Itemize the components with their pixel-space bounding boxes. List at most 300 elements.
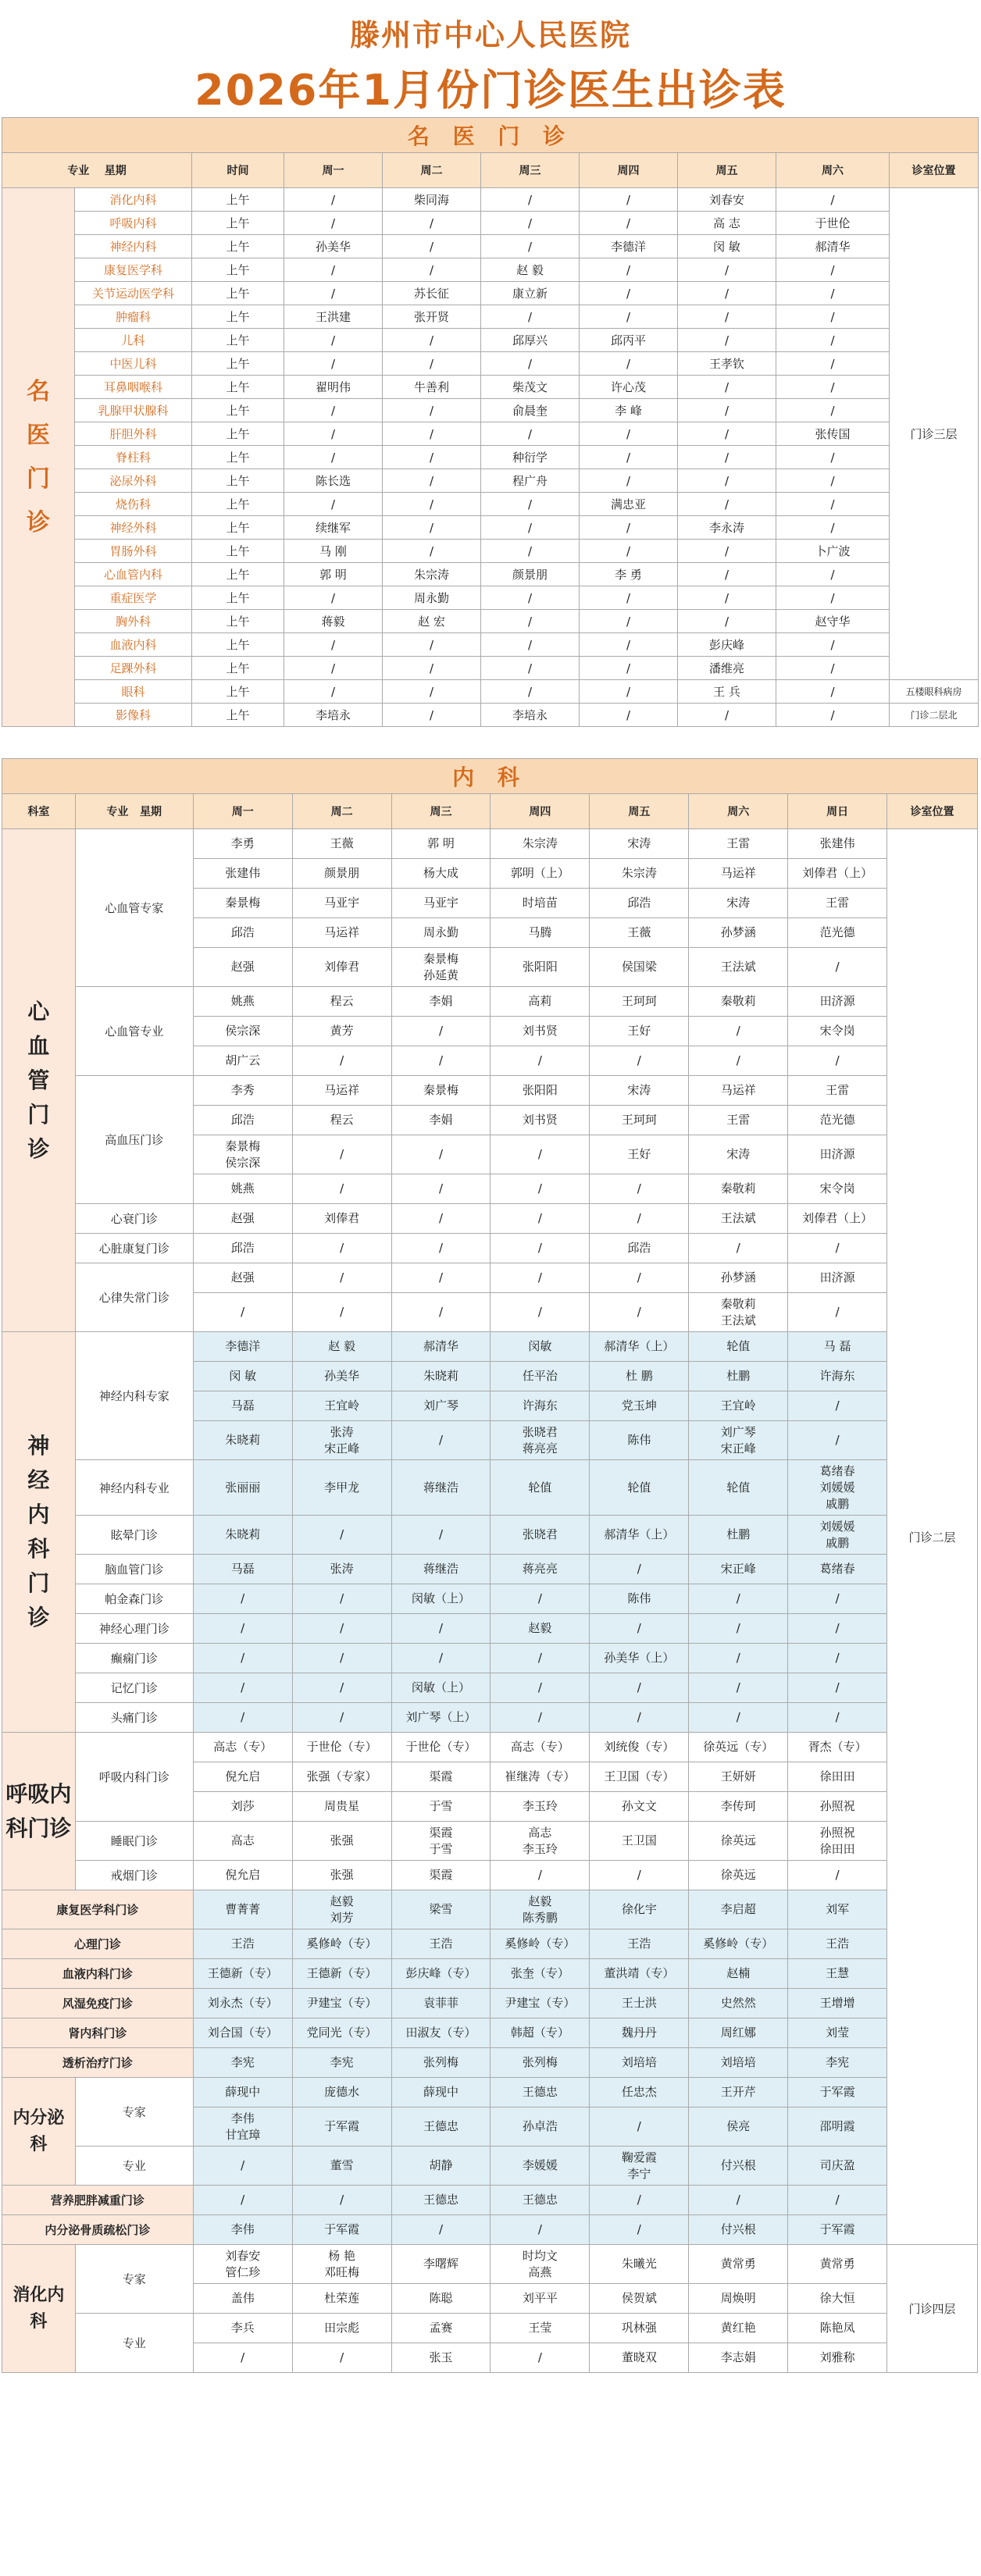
doctor-cell: 王德忠 [391,2107,490,2147]
dept-name: 心血管内科 [75,563,192,586]
doctor-cell: 韩超（专） [490,2018,590,2048]
doctor-cell: 闵敏 [490,1332,590,1362]
clinic-name: 风湿免疫门诊 [2,1989,194,2018]
doctor-cell: / [292,1135,391,1174]
doctor-cell: / [481,516,580,540]
doctor-cell: 李勇 [193,829,292,859]
schedule-row [2,1733,978,1762]
doctor-cell: / [580,258,678,282]
header-room: 诊室位置 [887,794,978,829]
doctor-cell: 王卫国 [590,1822,689,1861]
section-band-internal: 内 科 [2,759,978,794]
doctor-cell: / [383,329,481,352]
page-header [0,0,981,117]
doctor-cell: 时培苗 [490,889,590,918]
doctor-cell: 黄常勇 [788,2245,887,2284]
doctor-cell: 李秀 [193,1076,292,1106]
doctor-cell: / [383,516,481,540]
doctor-cell: 马 刚 [284,540,383,563]
doctor-cell: 杜鹏 [689,1362,788,1391]
clinic-name: 康复医学科门诊 [2,1890,194,1929]
doctor-cell: / [391,1017,490,1046]
doctor-cell: 倪允启 [193,1861,292,1890]
doctor-cell: 高志 [193,1822,292,1861]
schedule-row [2,282,979,305]
doctor-cell: 蒋毅 [284,610,383,633]
time-cell: 上午 [192,399,284,422]
doctor-cell: 宋涛 [590,1076,689,1106]
sub-specialty: 神经心理门诊 [75,1614,193,1644]
doctor-cell: 闵敏（上） [391,1584,490,1614]
doctor-cell: / [788,2186,887,2215]
doctor-cell: / [590,1174,689,1204]
table-header-row [2,153,979,188]
time-cell: 上午 [192,446,284,469]
doctor-cell: 闵 敏 [678,235,776,258]
doctor-cell: 邱丙平 [580,329,678,352]
time-cell: 上午 [192,305,284,329]
doctor-cell: 田淑友（专） [391,2018,490,2048]
doctor-cell: 刘莎 [193,1792,292,1822]
clinic-name: 营养肥胖减重门诊 [2,2186,194,2215]
doctor-cell: / [391,1174,490,1204]
doctor-cell: 王珂珂 [590,987,689,1017]
schedule-row [2,422,979,446]
doctor-cell: / [580,657,678,680]
doctor-cell: / [788,1644,887,1673]
doctor-cell: / [590,1614,689,1644]
doctor-cell: 高志（专） [193,1733,292,1762]
doctor-cell: 侯贺斌 [590,2284,689,2314]
schedule-row [2,2186,978,2215]
doctor-cell: 李培永 [284,704,383,727]
doctor-cell: 黄芳 [292,1017,391,1046]
doctor-cell: 高志（专） [490,1733,590,1762]
time-cell: 上午 [192,493,284,516]
doctor-cell: 刘俸君（上） [788,1204,887,1234]
doctor-cell: 王宜岭 [689,1391,788,1421]
doctor-cell: / [383,258,481,282]
room-eye: 五楼眼科病房 [890,680,979,704]
doctor-cell: 宋正峰 [689,1555,788,1584]
doctor-cell: / [383,446,481,469]
doctor-cell: 曹菁菁 [193,1890,292,1929]
doctor-cell: 翟明伟 [284,376,383,399]
doctor-cell: / [391,1614,490,1644]
doctor-cell: / [776,680,890,704]
doctor-cell: 马 磊 [788,1332,887,1362]
doctor-cell: / [481,657,580,680]
schedule-row [2,586,979,610]
sub-specialty: 神经内科专家 [75,1332,193,1460]
doctor-cell: / [292,1673,391,1703]
doctor-cell: 李伟 [193,2215,292,2245]
doctor-cell: 徐大恒 [788,2284,887,2314]
doctor-cell: 程云 [292,987,391,1017]
doctor-cell: 刘广琴（上） [391,1703,490,1733]
schedule-row [2,1929,978,1959]
gi-prof-label: 专业 [75,2314,193,2373]
doctor-cell: / [678,493,776,516]
doctor-cell: 刘培培 [590,2048,689,2078]
doctor-cell: 张晓君 [490,1516,590,1555]
doctor-cell: 周永勤 [383,586,481,610]
doctor-cell: / [689,1234,788,1263]
schedule-row [2,657,979,680]
doctor-cell: / [391,1516,490,1555]
doctor-cell: 李 峰 [580,399,678,422]
schedule-row [2,516,979,540]
doctor-cell: 于军霞 [788,2078,887,2107]
doctor-cell: / [590,1861,689,1890]
doctor-cell: 王雷 [689,1106,788,1135]
schedule-row [2,2048,978,2078]
sub-specialty: 眩晕门诊 [75,1516,193,1555]
doctor-cell: / [481,212,580,235]
doctor-cell: 张阳阳 [490,1076,590,1106]
doctor-cell: 蒋继浩 [391,1555,490,1584]
time-cell: 上午 [192,235,284,258]
doctor-cell: / [481,610,580,633]
section-band-famous: 名 医 门 诊 [2,118,979,153]
dept-name: 胸外科 [75,610,192,633]
doctor-cell: / [383,704,481,727]
schedule-row [2,1861,978,1890]
doctor-cell: / [788,1421,887,1460]
room-main: 门诊三层 [890,188,979,680]
schedule-row [2,1989,978,2018]
doctor-cell: 杨 艳 邓旺梅 [292,2245,391,2284]
doctor-cell: 王增增 [788,1989,887,2018]
doctor-cell: 时均文 高燕 [490,2245,590,2284]
doctor-cell: 周贵星 [292,1792,391,1822]
doctor-cell: 王好 [590,1135,689,1174]
doctor-cell: 李启超 [689,1890,788,1929]
doctor-cell: / [481,493,580,516]
doctor-cell: / [580,586,678,610]
doctor-cell: / [490,1584,590,1614]
doctor-cell: 范光德 [788,1106,887,1135]
doctor-cell: 奚修岭（专） [490,1929,590,1959]
internal-medicine-table [2,758,978,2373]
header-day: 周五 [590,794,689,829]
doctor-cell: 尹建宝（专） [490,1989,590,2018]
doctor-cell: 渠霞 [391,1861,490,1890]
doctor-cell: / [590,2215,689,2245]
doctor-cell: 鞠爱霞 李宁 [590,2147,689,2186]
sub-specialty: 神经内科专业 [75,1460,193,1516]
doctor-cell: 郝清华（上） [590,1516,689,1555]
doctor-cell: 赵 毅 [481,258,580,282]
schedule-row [2,2245,978,2284]
doctor-cell: 李娟 [391,987,490,1017]
doctor-cell: 王浩 [788,1929,887,1959]
table-header-row [2,794,978,829]
doctor-cell: / [284,586,383,610]
doctor-cell: / [776,704,890,727]
doctor-cell: 崔继涛（专） [490,1762,590,1792]
doctor-cell: 刘俸君 [292,948,391,987]
doctor-cell: / [292,1516,391,1555]
doctor-cell: 胡静 [391,2147,490,2186]
time-cell: 上午 [192,329,284,352]
doctor-cell: 高志 李玉玲 [490,1822,590,1861]
doctor-cell: 赵守华 [776,610,890,633]
doctor-cell: 姚燕 [193,987,292,1017]
doctor-cell: 张玉 [391,2343,490,2373]
doctor-cell: 王德忠 [490,2186,590,2215]
doctor-cell: / [490,1046,590,1076]
header-day: 周五 [678,153,776,188]
time-cell: 上午 [192,282,284,305]
doctor-cell: / [788,1391,887,1421]
doctor-cell: / [284,422,383,446]
doctor-cell: 薛现中 [193,2078,292,2107]
room-imaging: 门诊二层北 [890,704,979,727]
doctor-cell: 于军霞 [292,2107,391,2147]
doctor-cell: 侯亮 [689,2107,788,2147]
doctor-cell: 于军霞 [788,2215,887,2245]
doctor-cell: 马亚宇 [292,889,391,918]
doctor-cell: 徐英远 [689,1822,788,1861]
schedule-row [2,1703,978,1733]
schedule-row [2,2018,978,2048]
header-day: 周一 [193,794,292,829]
time-cell: 上午 [192,540,284,563]
time-cell: 上午 [192,704,284,727]
doctor-cell: 马磊 [193,1391,292,1421]
doctor-cell: 陈长选 [284,469,383,493]
doctor-cell: / [193,1673,292,1703]
doctor-cell: 于雪 [391,1792,490,1822]
doctor-cell: 范光德 [788,918,887,948]
doctor-cell: 轮值 [490,1460,590,1516]
dept-name: 胃肠外科 [75,540,192,563]
doctor-cell: / [490,1174,590,1204]
header-day: 周二 [383,153,481,188]
doctor-cell: 魏丹丹 [590,2018,689,2048]
header-time: 时间 [192,153,284,188]
doctor-cell: 徐英远（专） [689,1733,788,1762]
schedule-row [2,680,979,704]
doctor-cell: 王薇 [590,918,689,948]
doctor-cell: / [481,188,580,212]
doctor-cell: 王薇 [292,829,391,859]
doctor-cell: 党同光（专） [292,2018,391,2048]
doctor-cell: / [776,305,890,329]
doctor-cell: 王莹 [490,2314,590,2343]
doctor-cell: 赵毅 [490,1614,590,1644]
doctor-cell: 王开芹 [689,2078,788,2107]
schedule-row [2,1673,978,1703]
doctor-cell: 颜景朋 [481,563,580,586]
doctor-cell: / [193,1614,292,1644]
schedule-row [2,633,979,657]
doctor-cell: 刘俸君 [292,1204,391,1234]
schedule-row [2,235,979,258]
doctor-cell: 王妍妍 [689,1762,788,1792]
doctor-cell: 张强 [292,1861,391,1890]
doctor-cell: / [776,352,890,376]
schedule-row [2,610,979,633]
dept-name: 肝胆外科 [75,422,192,446]
doctor-cell: 赵楠 [689,1959,788,1989]
schedule-row [2,1614,978,1644]
doctor-cell: / [490,1263,590,1293]
sub-specialty: 呼吸内科门诊 [75,1733,193,1822]
doctor-cell: / [391,1644,490,1673]
doctor-cell: 田宗彪 [292,2314,391,2343]
doctor-cell: 杜鹏 [689,1516,788,1555]
doctor-cell: / [292,2186,391,2215]
doctor-cell: / [284,657,383,680]
doctor-cell: 周红娜 [689,2018,788,2048]
doctor-cell: 李曙辉 [391,2245,490,2284]
doctor-cell: / [788,1293,887,1332]
dept-group-label [2,829,76,1332]
doctor-cell: / [788,1046,887,1076]
doctor-cell: / [580,352,678,376]
doctor-cell: / [193,1644,292,1673]
doctor-cell: / [689,1644,788,1673]
doctor-cell: / [580,516,678,540]
doctor-cell: 巩林强 [590,2314,689,2343]
doctor-cell: 王珂珂 [590,1106,689,1135]
doctor-cell: 邱浩 [193,918,292,948]
doctor-cell: 张传国 [776,422,890,446]
doctor-cell: / [391,1234,490,1263]
room-floor4: 门诊四层 [887,2245,978,2373]
doctor-cell: 朱晓莉 [391,1362,490,1391]
doctor-cell: 柴同海 [383,188,481,212]
doctor-cell: 高 志 [678,212,776,235]
doctor-cell: / [590,1263,689,1293]
doctor-cell: 梁雪 [391,1890,490,1929]
header-dept: 科室 [2,794,76,829]
doctor-cell: / [391,1046,490,1076]
doctor-cell: 李娟 [391,1106,490,1135]
doctor-cell: / [776,282,890,305]
doctor-cell: / [580,188,678,212]
group-label-text: 神经内科门诊 [27,1433,50,1630]
doctor-cell: 黄红艳 [689,2314,788,2343]
doctor-cell: / [678,446,776,469]
doctor-cell: / [678,282,776,305]
doctor-cell: / [490,2343,590,2373]
doctor-cell: 赵 宏 [383,610,481,633]
doctor-cell: 朱晓莉 [193,1421,292,1460]
doctor-cell: / [776,563,890,586]
doctor-cell: 苏长征 [383,282,481,305]
schedule-row [2,829,978,859]
doctor-cell: 马运祥 [689,1076,788,1106]
doctor-cell: 秦景梅 侯宗深 [193,1135,292,1174]
doctor-cell: / [580,633,678,657]
doctor-cell: 史然然 [689,1989,788,2018]
doctor-cell: / [788,948,887,987]
doctor-cell: 张涛 宋正峰 [292,1421,391,1460]
schedule-row [2,1959,978,1989]
doctor-cell: 田济源 [788,987,887,1017]
doctor-cell: / [689,1046,788,1076]
doctor-cell: / [689,1614,788,1644]
doctor-cell: / [383,540,481,563]
dept-name: 乳腺甲状腺科 [75,399,192,422]
sub-specialty: 高血压门诊 [75,1076,193,1204]
doctor-cell: 朱曦光 [590,2245,689,2284]
doctor-cell: 刘平平 [490,2284,590,2314]
doctor-cell: 朱宗涛 [490,829,590,859]
schedule-row [2,563,979,586]
doctor-cell: 宋令岗 [788,1017,887,1046]
time-cell: 上午 [192,422,284,446]
dept-name: 脊柱科 [75,446,192,469]
doctor-cell: 刘书贤 [490,1017,590,1046]
doctor-cell: 姚燕 [193,1174,292,1204]
dept-name: 中医儿科 [75,352,192,376]
dept-name: 耳鼻咽喉科 [75,376,192,399]
doctor-cell: 马运祥 [292,918,391,948]
doctor-cell: 高莉 [490,987,590,1017]
doctor-cell: 李德洋 [193,1332,292,1362]
time-cell: 上午 [192,376,284,399]
dept-name: 血液内科 [75,633,192,657]
doctor-cell: 续继军 [284,516,383,540]
clinic-name: 透析治疗门诊 [2,2048,194,2078]
schedule-row [2,1076,978,1106]
doctor-cell: 闵 敏 [193,1362,292,1391]
doctor-cell: 刘合国（专） [193,2018,292,2048]
time-cell: 上午 [192,657,284,680]
doctor-cell: 秦景梅 孙延黄 [391,948,490,987]
doctor-cell: / [284,680,383,704]
doctor-cell: / [678,469,776,493]
doctor-cell: 宋涛 [689,1135,788,1174]
doctor-cell: 宋涛 [689,889,788,918]
doctor-cell: / [788,1614,887,1644]
doctor-cell: / [580,540,678,563]
doctor-cell: / [580,282,678,305]
doctor-cell: / [481,352,580,376]
clinic-name: 心理门诊 [2,1929,194,1959]
doctor-cell: 秦景梅 [391,1076,490,1106]
doctor-cell: 邱浩 [590,1234,689,1263]
schedule-row [2,2215,978,2245]
doctor-cell: 李宪 [292,2048,391,2078]
doctor-cell: 闵敏（上） [391,1673,490,1703]
doctor-cell: 孙美华 [284,235,383,258]
doctor-cell: / [580,446,678,469]
schedule-row [2,258,979,282]
doctor-cell: / [284,212,383,235]
schedule-row [2,305,979,329]
doctor-cell: 刘永杰（专） [193,1989,292,2018]
doctor-cell: 奚修岭（专） [292,1929,391,1959]
doctor-cell: 邱厚兴 [481,329,580,352]
header-room: 诊室位置 [890,153,979,188]
doctor-cell: / [689,1584,788,1614]
doctor-cell: / [193,1703,292,1733]
room-floor2: 门诊二层 [887,829,978,2245]
doctor-cell: 刘广琴 [391,1391,490,1421]
dept-name: 足踝外科 [75,657,192,680]
schedule-row [2,469,979,493]
doctor-cell: 王法斌 [689,1204,788,1234]
dept-name: 烧伤科 [75,493,192,516]
doctor-cell: / [481,633,580,657]
doctor-cell: 陈聪 [391,2284,490,2314]
doctor-cell: 李志娟 [689,2343,788,2373]
